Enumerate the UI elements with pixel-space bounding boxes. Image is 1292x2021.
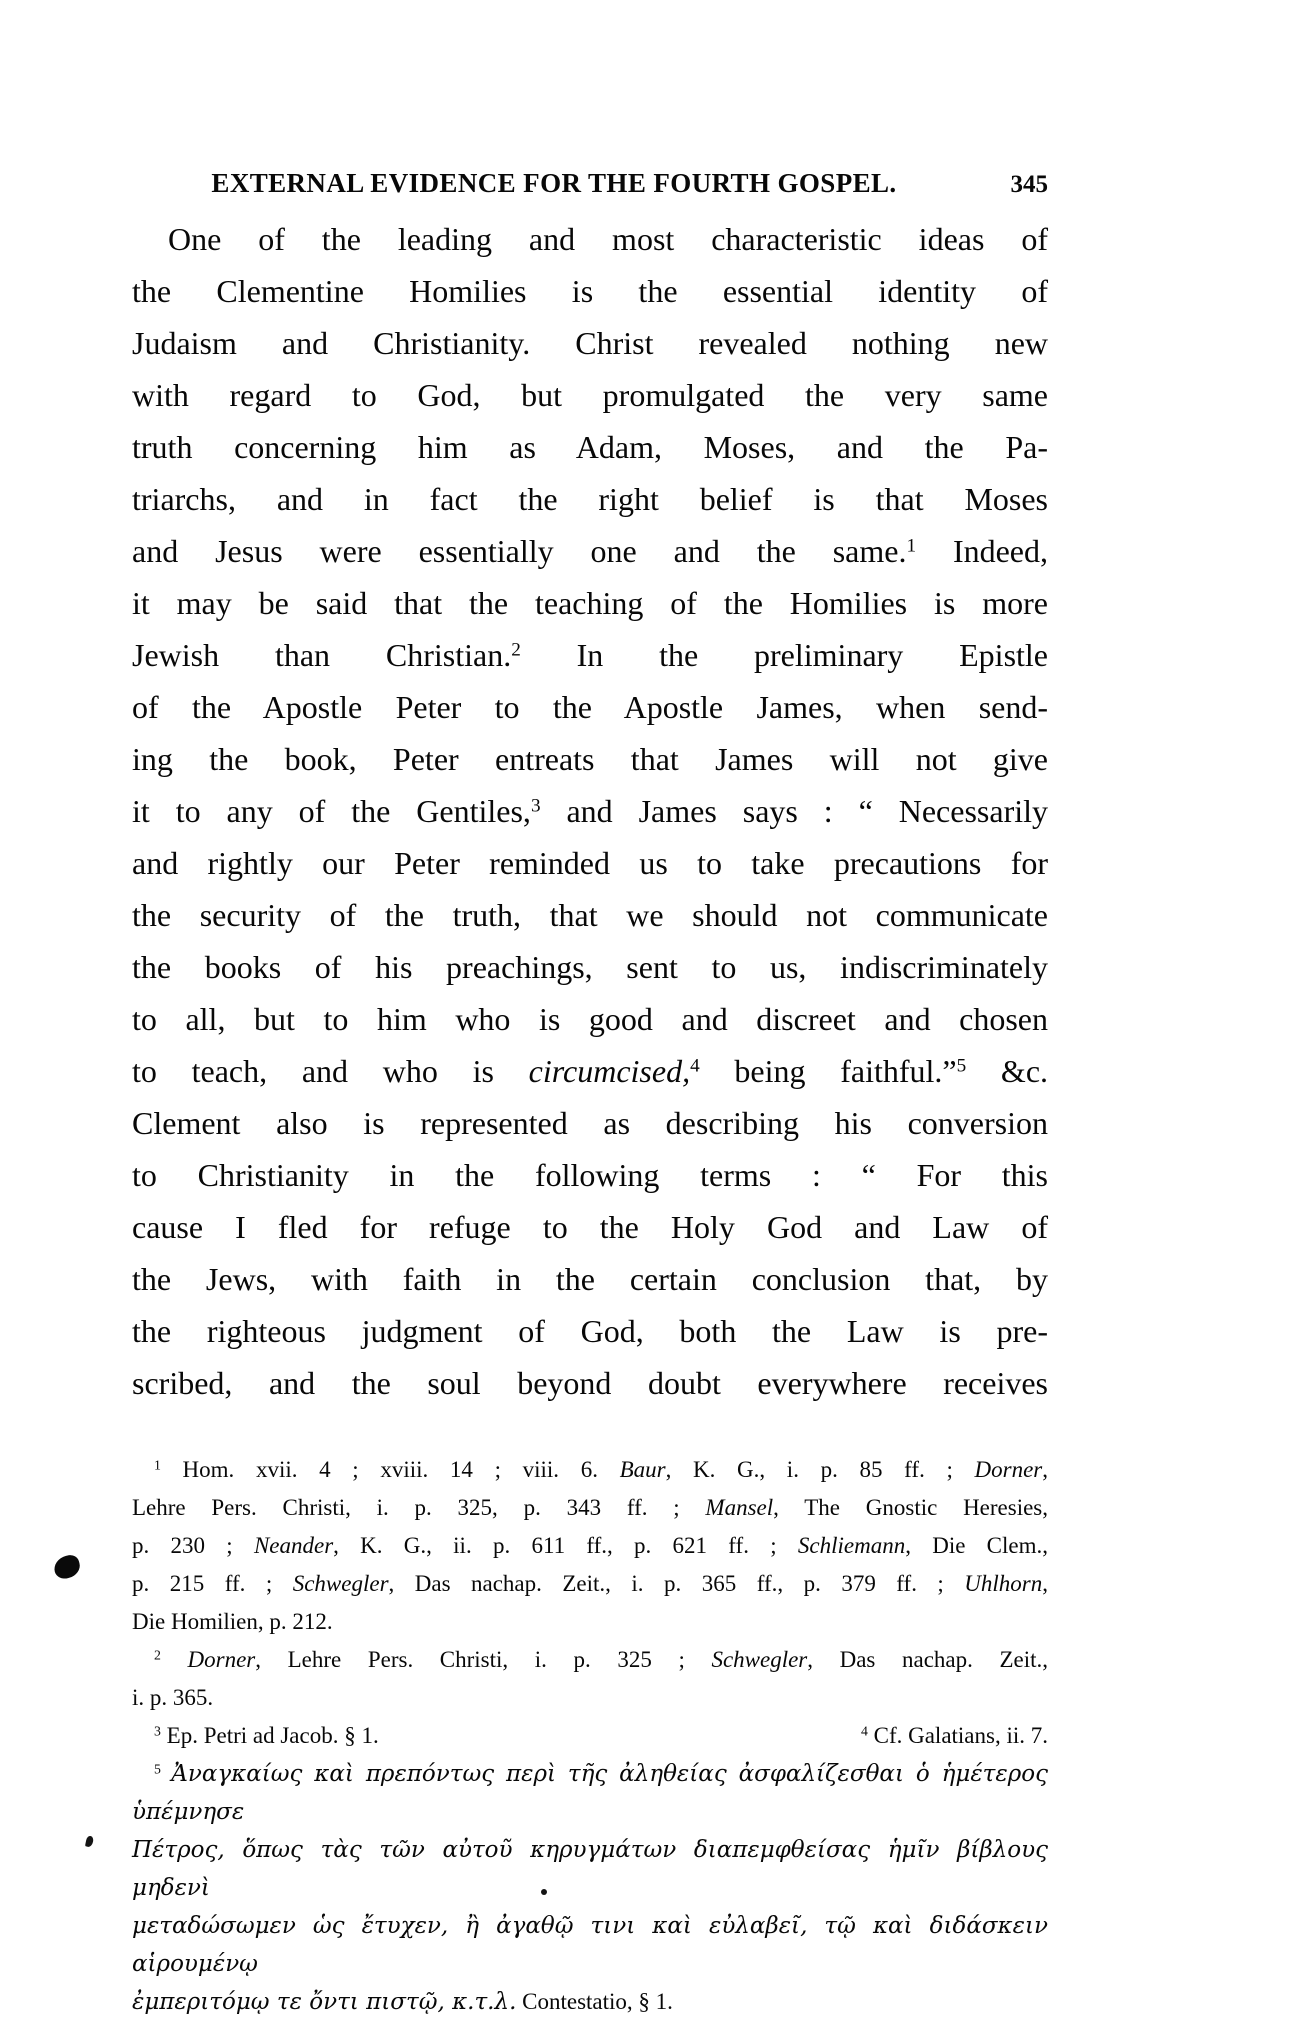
body-line — [132, 265, 1048, 317]
footnote-marker: 1 — [154, 1457, 161, 1473]
text-segment: , — [1042, 1571, 1048, 1596]
text-segment: Schwegler — [292, 1571, 389, 1596]
text-segment: Neander — [253, 1533, 334, 1558]
text-segment: μεταδώσωμεν ὡς ἔτυχεν, ἢ ἀγαθῷ τινι καὶ εὐλαβεῖ, τῷ καὶ διδάσκειν αἱρουμένῳ — [132, 1913, 1048, 1977]
text-segment: Judaism and Christianity. Christ revealed nothing new — [132, 325, 1048, 361]
text-segment: , K. G., ii. p. 611 ff., p. 621 ff. ; — [333, 1533, 798, 1558]
body-line — [132, 889, 1048, 941]
text-segment: Lehre Pers. Christi, i. p. 325, p. 343 ff. ; — [132, 1495, 706, 1520]
text-segment: to teach, and who is — [132, 1053, 529, 1089]
footnotes — [132, 1451, 1048, 2021]
text-segment: p. 215 ff. ; — [132, 1571, 293, 1596]
text-segment: , K. G., i. p. 85 ff. ; — [665, 1457, 975, 1482]
footnote-marker: 1 — [906, 535, 917, 557]
body-line — [132, 473, 1048, 525]
text-segment: p. 230 ; — [132, 1533, 254, 1558]
footnote-marker: 3 — [154, 1723, 161, 1739]
text-segment: to all, but to him who is good and discreet and chosen — [132, 1001, 1048, 1037]
body-line — [132, 1305, 1048, 1357]
text-segment: ἐμπεριτόμῳ τε ὄντι πιστῷ, κ.τ.λ. — [132, 1989, 517, 2015]
text-segment: cause I fled for refuge to the Holy God and Law of — [132, 1209, 1048, 1245]
text-segment: i. p. 365. — [132, 1685, 214, 1710]
text-segment: Dorner — [187, 1647, 256, 1672]
text-segment: , Die Clem., — [905, 1533, 1049, 1558]
ink-blob-artifact — [52, 1553, 83, 1581]
text-segment: it may be said that the teaching of the Homilies is more — [132, 585, 1048, 621]
footnote-marker: 4 — [690, 1055, 700, 1077]
body-line — [132, 213, 1048, 265]
text-segment: the Clementine Homilies is the essential identity of — [132, 273, 1048, 309]
text-segment: , Das nachap. Zeit., i. p. 365 ff., p. 379 ff. ; — [388, 1571, 965, 1596]
footnote-marker: 2 — [154, 1647, 161, 1663]
body-line — [132, 629, 1048, 681]
body-line — [132, 317, 1048, 369]
text-segment: Contestatio, § 1. — [516, 1989, 673, 2014]
body-line — [132, 1253, 1048, 1305]
text-segment: ing the book, Peter entreats that James will not give — [132, 741, 1048, 777]
footnote-left — [132, 1717, 379, 1755]
text-segment: , Lehre Pers. Christi, i. p. 325 ; — [255, 1647, 712, 1672]
text-segment: it to any of the Gentiles, — [132, 793, 531, 829]
text-segment — [161, 1647, 188, 1672]
footnote-line — [132, 1679, 1048, 1717]
text-segment: , The Gnostic Heresies, — [773, 1495, 1049, 1520]
footnote-line — [132, 1451, 1048, 1489]
text-segment: and James says : “ Necessarily — [540, 793, 1049, 829]
speck-artifact — [541, 1889, 547, 1895]
body-line — [132, 421, 1048, 473]
body-line — [132, 941, 1048, 993]
text-segment: Clement also is represented as describing his conversion — [132, 1105, 1048, 1141]
footnote-marker: 2 — [511, 639, 521, 661]
text-segment: with regard to God, but promulgated the very same — [132, 377, 1048, 413]
footnote-line — [132, 1717, 1048, 1755]
footnote-line — [132, 1907, 1048, 1983]
text-segment: Cf. Galatians, ii. 7. — [867, 1723, 1048, 1748]
footnote-line — [132, 1489, 1048, 1527]
text-segment: the Jews, with faith in the certain conclusion that, by — [132, 1261, 1048, 1297]
footnote-line — [132, 1755, 1048, 1831]
body-line — [132, 1357, 1048, 1409]
body-line — [132, 525, 1048, 577]
body-text — [132, 213, 1048, 1409]
text-segment: &c. — [966, 1053, 1049, 1089]
body-line — [132, 837, 1048, 889]
text-segment: Baur — [619, 1457, 666, 1482]
text-segment — [161, 1761, 171, 1786]
text-segment: the books of his preachings, sent to us, indiscriminately — [132, 949, 1048, 985]
text-segment: and rightly our Peter reminded us to take precautions for — [132, 845, 1048, 881]
body-line — [132, 1045, 1048, 1097]
text-segment: of the Apostle Peter to the Apostle James, when send- — [132, 689, 1048, 725]
text-segment: , — [1042, 1457, 1049, 1482]
footnote-marker: 5 — [956, 1055, 967, 1077]
footnote-marker: 5 — [154, 1761, 161, 1777]
footnote-line — [132, 1831, 1048, 1907]
text-segment: Die Homilien, p. 212. — [132, 1609, 333, 1634]
text-segment: circumcised, — [528, 1053, 691, 1089]
footnote-line — [132, 1603, 1048, 1641]
text-segment: , Das nachap. Zeit., — [807, 1647, 1049, 1672]
body-line — [132, 681, 1048, 733]
running-header — [132, 168, 1048, 199]
body-line — [132, 1149, 1048, 1201]
text-segment: Πέτρος, ὅπως τὰς τῶν αὐτοῦ κηρυγμάτων διαπεμφθείσας ἡμῖν βίβλους μηδενὶ — [132, 1837, 1048, 1901]
text-segment: scribed, and the soul beyond doubt everywhere receives — [132, 1365, 1048, 1401]
body-line — [132, 1097, 1048, 1149]
footnote-line — [132, 1565, 1048, 1603]
text-segment: Jewish than Christian. — [132, 637, 512, 673]
text-segment: being faithful.” — [699, 1053, 957, 1089]
running-title: EXTERNAL EVIDENCE FOR THE FOURTH GOSPEL. — [211, 168, 897, 198]
text-segment: truth concerning him as Adam, Moses, and the Pa- — [132, 429, 1048, 465]
text-segment: Schwegler — [711, 1647, 808, 1672]
text-segment: Ep. Petri ad Jacob. § 1. — [160, 1723, 379, 1748]
page-text-block — [132, 168, 1048, 2021]
text-segment: Dorner — [974, 1457, 1043, 1482]
body-line — [132, 577, 1048, 629]
footnote-line — [132, 1527, 1048, 1565]
speck-artifact — [85, 1835, 94, 1847]
footnote-right — [861, 1717, 1048, 1755]
text-segment: the security of the truth, that we should not communicate — [132, 897, 1048, 933]
footnote-line — [132, 1641, 1048, 1679]
body-line — [132, 733, 1048, 785]
footnote-marker: 4 — [860, 1723, 868, 1739]
text-segment: Mansel — [705, 1495, 774, 1520]
body-line — [132, 1201, 1048, 1253]
text-segment: In the preliminary Epistle — [520, 637, 1048, 673]
footnote-marker: 3 — [530, 795, 541, 817]
text-segment: the righteous judgment of God, both the Law is pre- — [132, 1313, 1048, 1349]
body-line — [132, 993, 1048, 1045]
text-segment: to Christianity in the following terms : “ For this — [132, 1157, 1048, 1193]
text-segment: Indeed, — [916, 533, 1049, 569]
body-line — [132, 369, 1048, 421]
text-segment: triarchs, and in fact the right belief is that Moses — [132, 481, 1048, 517]
body-line — [132, 785, 1048, 837]
text-segment: Hom. xvii. 4 ; xviii. 14 ; viii. 6. — [160, 1457, 620, 1482]
text-segment: One of the leading and most characteristic ideas of — [168, 221, 1048, 257]
text-segment: Schliemann — [797, 1533, 906, 1558]
page-number: 345 — [1010, 171, 1048, 198]
footnote-line — [132, 1983, 1048, 2021]
text-segment: Ἀναγκαίως καὶ πρεπόντως περὶ τῆς ἀληθείας ἀσφαλίζεσθαι ὁ ἡμέτερος ὑπέμνησε — [132, 1761, 1048, 1825]
text-segment: and Jesus were essentially one and the same. — [132, 533, 907, 569]
text-segment: Uhlhorn — [964, 1571, 1043, 1596]
